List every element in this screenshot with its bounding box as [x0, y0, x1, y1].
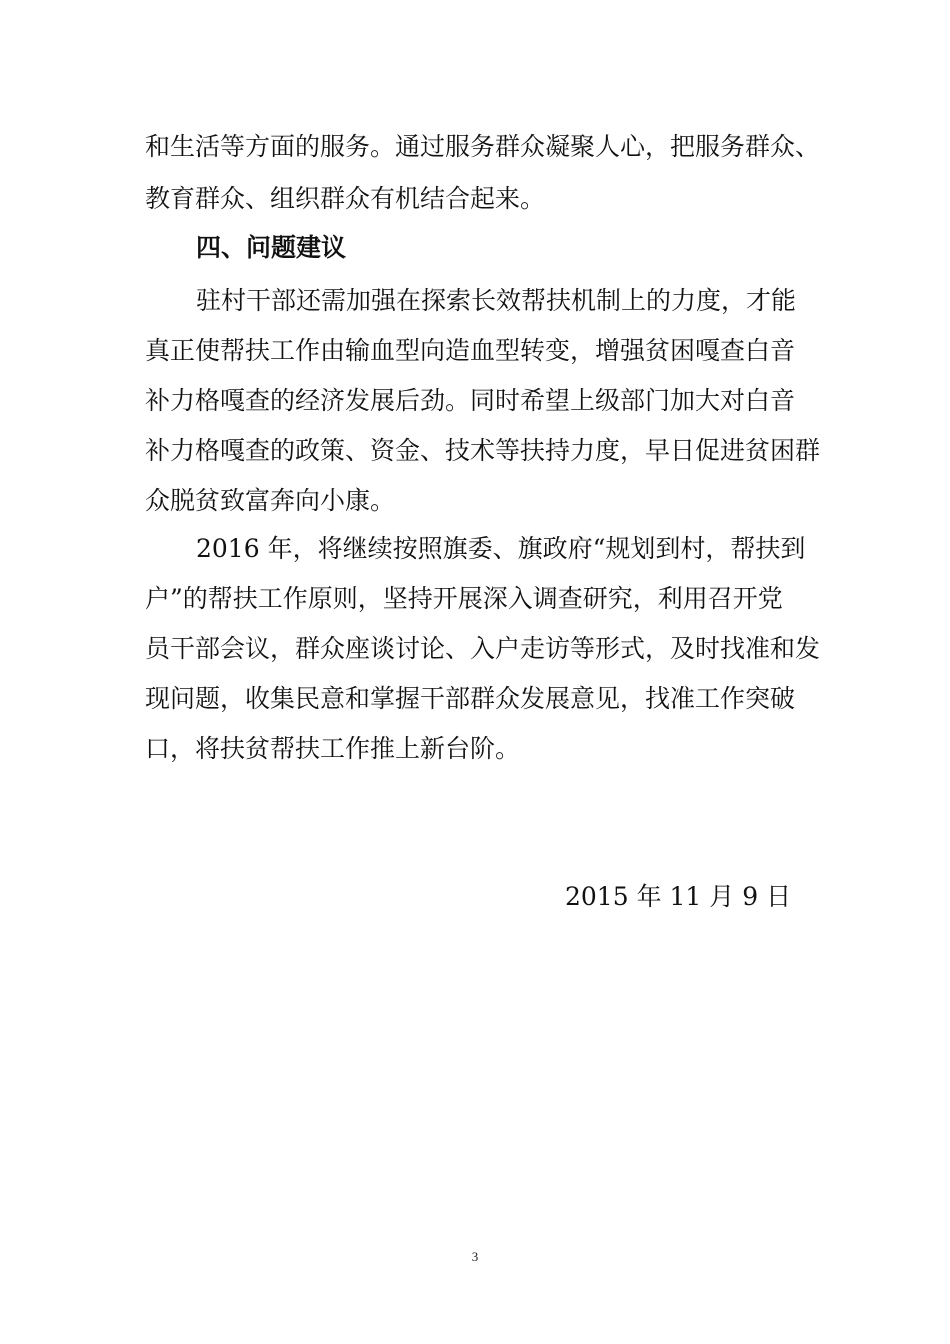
paragraph-3-line-3: 员干部会议，群众座谈讨论、入户走访等形式，及时找准和发 — [145, 634, 821, 663]
paragraph-3-line-2: 户”的帮扶工作原则，坚持开展深入调查研究，利用召开党 — [145, 584, 783, 613]
paragraph-3-line-1: 2016 年，将继续按照旗委、旗政府“规划到村，帮扶到 — [196, 534, 806, 563]
section-heading: 四、问题建议 — [196, 233, 347, 262]
paragraph-2-line-2: 真正使帮扶工作由输血型向造血型转变，增强贫困嘎查白音 — [145, 336, 796, 365]
paragraph-2-line-3: 补力格嘎查的经济发展后劲。同时希望上级部门加大对白音 — [145, 386, 796, 415]
paragraph-3-line-4: 现问题，收集民意和掌握干部群众发展意见，找准工作突破 — [145, 684, 796, 713]
paragraph-2-line-1: 驻村干部还需加强在探索长效帮扶机制上的力度，才能 — [196, 286, 797, 315]
paragraph-2-line-5: 众脱贫致富奔向小康。 — [145, 486, 396, 515]
signature-date: 2015 年 11 月 9 日 — [565, 882, 792, 911]
page-number: 3 — [471, 1249, 479, 1264]
paragraph-3-line-5: 口，将扶贫帮扶工作推上新台阶。 — [145, 734, 521, 763]
paragraph-2-line-4: 补力格嘎查的政策、资金、技术等扶持力度，早日促进贫困群 — [145, 436, 821, 465]
paragraph-1-line-2: 教育群众、组织群众有机结合起来。 — [145, 184, 546, 213]
paragraph-1-line-1: 和生活等方面的服务。通过服务群众凝聚人心，把服务群众、 — [145, 132, 821, 161]
